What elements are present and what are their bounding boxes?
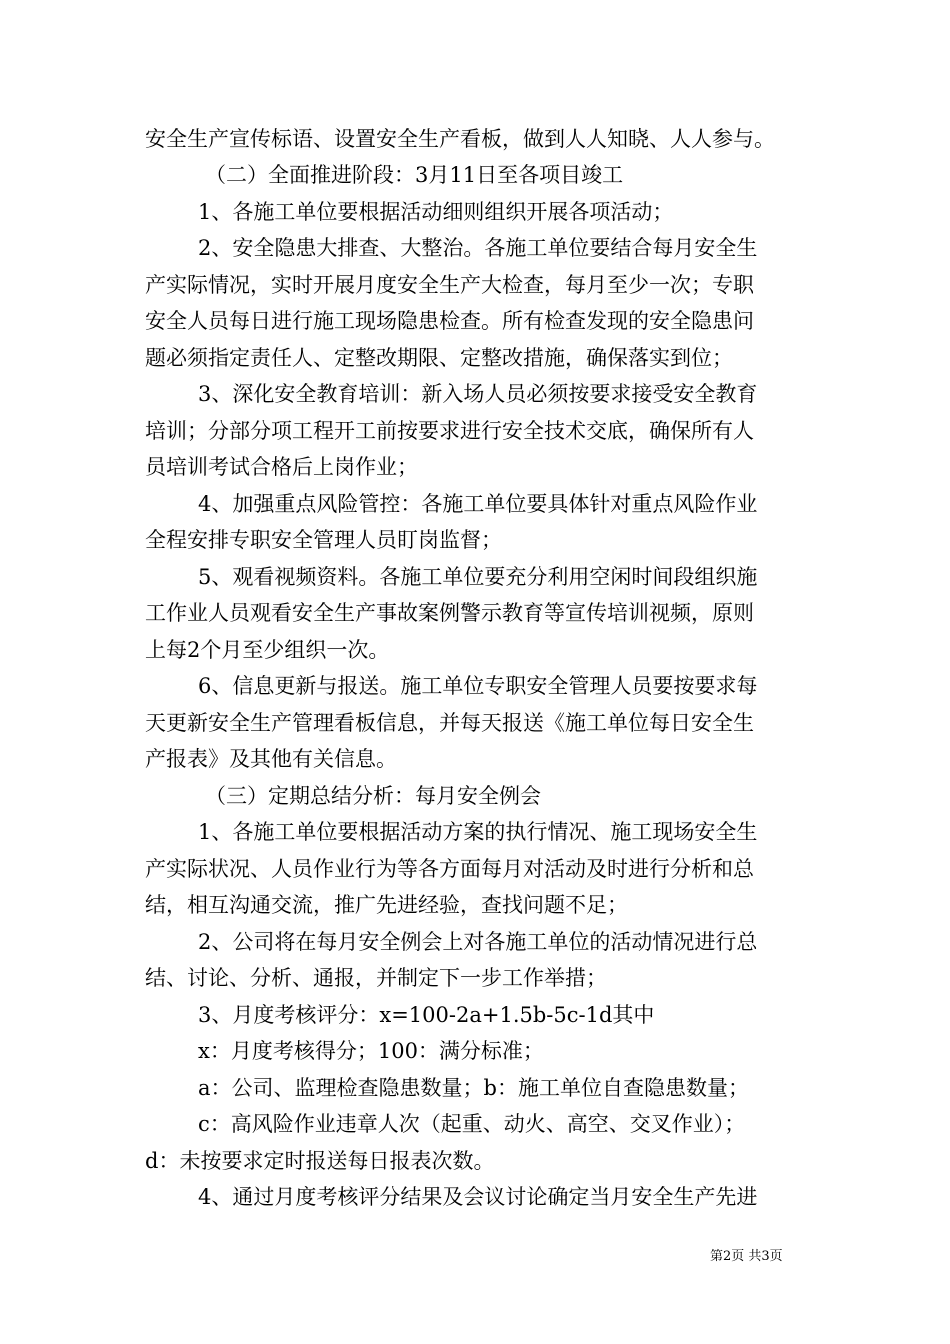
text-line: 产实际情况，实时开展月度安全生产大检查，每月至少一次；专职	[145, 273, 754, 297]
text-line: 2、安全隐患大排查、大整治。各施工单位要结合每月安全生	[198, 236, 758, 260]
section-heading: （三）定期总结分析：每月安全例会	[205, 784, 541, 808]
text-line: 2、公司将在每月安全例会上对各施工单位的活动情况进行总	[198, 930, 758, 954]
text-line: 员培训考试合格后上岗作业；	[145, 455, 418, 479]
text-line: 全程安排专职安全管理人员盯岗监督；	[145, 528, 502, 552]
text-line: 3、深化安全教育培训：新入场人员必须按要求接受安全教育	[198, 382, 758, 406]
text-line: 工作业人员观看安全生产事故案例警示教育等宣传培训视频，原则	[145, 601, 754, 625]
text-line: 4、加强重点风险管控：各施工单位要具体针对重点风险作业	[198, 492, 758, 516]
text-line: 安全生产宣传标语、设置安全生产看板，做到人人知晓、人人参与。	[145, 127, 775, 151]
text-line: x：月度考核得分；100：满分标准；	[198, 1039, 544, 1063]
text-line: 题必须指定责任人、定整改期限、定整改措施，确保落实到位；	[145, 346, 733, 370]
text-line: 1、各施工单位要根据活动方案的执行情况、施工现场安全生	[198, 820, 758, 844]
section-heading: （二）全面推进阶段：3月11日至各项目竣工	[205, 163, 624, 187]
text-line: 产实际状况、人员作业行为等各方面每月对活动及时进行分析和总	[145, 857, 754, 881]
text-line: 4、通过月度考核评分结果及会议讨论确定当月安全生产先进	[198, 1185, 758, 1209]
text-line: 安全人员每日进行施工现场隐患检查。所有检查发现的安全隐患问	[145, 309, 754, 333]
text-line: 天更新安全生产管理看板信息，并每天报送《施工单位每日安全生	[145, 711, 754, 735]
text-line: 1、各施工单位要根据活动细则组织开展各项活动；	[198, 200, 674, 224]
formula-line: 3、月度考核评分：x=100-2a+1.5b-5c-1d其中	[198, 1003, 655, 1027]
page-number: 第2页 共3页	[710, 1249, 783, 1264]
text-line: c：高风险作业违章人次（起重、动火、高空、交叉作业）；	[198, 1112, 746, 1136]
text-line: 产报表》及其他有关信息。	[145, 747, 397, 771]
text-line: 结，相互沟通交流，推广先进经验，查找问题不足；	[145, 893, 628, 917]
text-line: d：未按要求定时报送每日报表次数。	[145, 1149, 495, 1173]
text-line: 结、讨论、分析、通报，并制定下一步工作举措；	[145, 966, 607, 990]
text-line: 5、观看视频资料。各施工单位要充分利用空闲时间段组织施	[198, 565, 758, 589]
text-line: 培训；分部分项工程开工前按要求进行安全技术交底，确保所有人	[145, 419, 754, 443]
text-line: a：公司、监理检查隐患数量；b：施工单位自查隐患数量；	[198, 1076, 749, 1100]
text-line: 上每2个月至少组织一次。	[145, 638, 390, 662]
text-line: 6、信息更新与报送。施工单位专职安全管理人员要按要求每	[198, 674, 758, 698]
